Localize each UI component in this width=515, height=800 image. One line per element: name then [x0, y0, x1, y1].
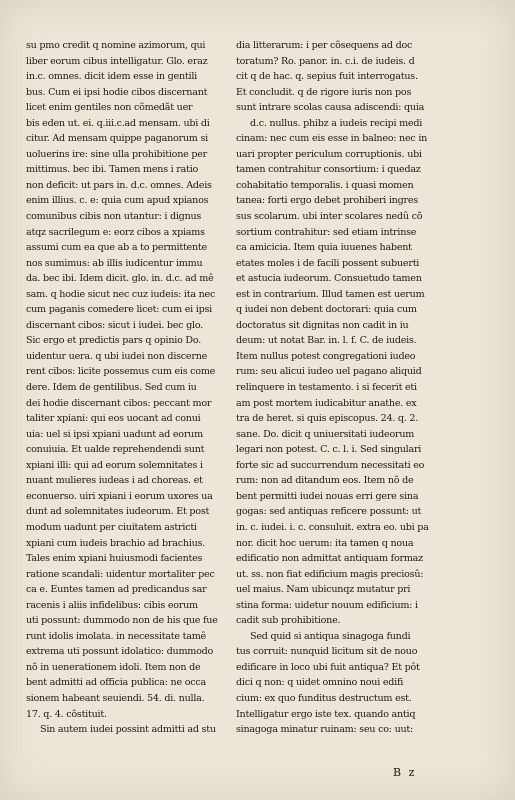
text-line: conuiuia. Et ualde reprehendendi sunt [26, 444, 205, 456]
text-line: edificare in loco ubi fuit antiqua? Et pôt [236, 661, 420, 673]
text-line: Et concludit. q de rigore iuris non pos [236, 86, 412, 98]
text-line: da. bec ibi. Idem dicit. glo. in. d.c. ad mê [26, 273, 214, 285]
text-line: bis eden ut. ei. q.iii.c.ad mensam. ubi di [26, 117, 210, 129]
text-line: ca amicicia. Item quia iuuenes habent [236, 242, 412, 254]
text-line: licet enim gentiles non cõmedãt uer [26, 102, 193, 114]
text-line: racenis i aliis infidelibus: cibis eorum [26, 599, 198, 611]
text-line: econuerso. uiri xpiani i eorum uxores ua [26, 490, 213, 502]
text-line: comunibus cibis non utantur: i dignus [26, 211, 202, 223]
text-line: est in contrarium. Illud tamen est uerum [236, 288, 425, 300]
text-line: taliter xpiani: qui eos uocant ad conui [26, 413, 201, 425]
signature-mark: B z [393, 766, 417, 779]
text-line: dei hodie discernant cibos: peccant mor [26, 397, 212, 409]
text-line: assumi cum ea que ab a to permittente [26, 242, 207, 254]
text-line: uel maius. Nam ubicunqz mutatur pri [236, 584, 411, 596]
text-line: Tales enim xpiani huiusmodi facientes [26, 553, 203, 565]
text-line: in.c. omnes. dicit idem esse in gentili [26, 71, 197, 83]
text-line: dia litterarum: i per cõsequens ad doc [236, 40, 413, 51]
text-line: nor. dicit hoc uerum: ita tamen q noua [236, 537, 414, 549]
text-line: tanea: forti ergo debet prohiberi ingres [236, 195, 418, 207]
text-line: q iudei non debent doctorari: quia cum [236, 304, 417, 316]
text-line: tamen contrahitur consortium: i quedaz [236, 164, 421, 176]
text-line: Intelligatur ergo iste tex. quando antiq [236, 708, 416, 720]
text-line: uia: uel si ipsi xpiani uadunt ad eorum [26, 428, 203, 440]
text-line: runt idolis imolata. in necessitate tamê [26, 630, 206, 642]
text-line: su pmo credit q nomine azimorum, qui [26, 40, 206, 51]
text-line: cit q de hac. q. sepius fuit interrogatus. [236, 71, 418, 83]
text-line: tra de heret. si quis episcopus. 24. q. 2. [236, 413, 419, 425]
text-line: xpiani cum iudeis brachio ad brachius. [26, 537, 205, 549]
right-text-column [236, 38, 492, 738]
text-line: deum: ut notat Bar. in. l. f. C. de iudeis. [236, 335, 417, 347]
text-line: xpiani illi: qui ad eorum solemnitates i [26, 459, 203, 471]
text-line: dere. Idem de gentilibus. Sed cum iu [26, 382, 197, 394]
text-line: relinquere in testamento. i si fecerit eti [236, 382, 417, 394]
text-line: uti possunt: dummodo non de his que fue [26, 615, 218, 627]
text-line: dici q non: q uidet omnino noui edifi [236, 677, 404, 689]
text-line: bus. Cum ei ipsi hodie cibos discernant [26, 86, 208, 98]
text-line: atqz sacrilegum e: eorz cibos a xpiams [26, 226, 205, 238]
text-line: cohabitatio temporalis. i quasi momen [236, 179, 414, 191]
text-line: modum uadunt per ciuitatem astricti [26, 521, 197, 533]
text-line: tus corruit: nunquid licitum sit de nouo [236, 646, 418, 658]
text-line: cum paganis comedere licet: cum ei ipsi [26, 304, 212, 316]
text-line: d.c. nullus. phibz a iudeis recipi medi [250, 117, 423, 129]
text-line: toratum? Ro. panor. in. c.i. de iudeis. d [236, 55, 415, 67]
text-line: citur. Ad mensam quippe paganorum si [26, 133, 208, 145]
text-line: bent admitti ad officia publica: ne occa [26, 677, 206, 689]
text-line: stina forma: uidetur nouum edificium: i [236, 599, 418, 611]
text-line: Item nullus potest congregationi iudeo [236, 350, 416, 362]
text-line: mittimus. bec ibi. Tamen mens i ratio [26, 164, 199, 176]
text-line: ratione scandali: uidentur mortaliter pec [26, 568, 215, 580]
text-line: uidentur uera. q ubi iudei non discerne [26, 350, 208, 362]
text-line: rum: seu alicui iudeo uel pagano aliquid [236, 366, 422, 378]
text-line: et astucia iudeorum. Consuetudo tamen [236, 273, 422, 285]
text-line: gogas: sed antiquas reficere possunt: ut [236, 506, 422, 518]
text-line: uoluerins ire: sine ulla prohibitione per [26, 148, 208, 160]
text-line: sane. Do. dicit q uniuersitati iudeorum [236, 428, 415, 440]
text-line: 17. q. 4. cõstituit. [26, 708, 107, 720]
text-line: nos sumimus: ab illis iudicentur immu [26, 257, 203, 269]
text-line: cinam: nec cum eis esse in balneo: nec in [236, 133, 428, 145]
text-line: extrema uti possunt idolatico: dummodo [26, 646, 214, 658]
text-line: uari propter periculum corruptionis. ubi [236, 148, 422, 160]
text-line: nuant mulieres iudeas i ad choreas. et [26, 475, 203, 487]
text-line: forte sic ad succurrendum necessitati eo [236, 459, 425, 471]
text-line: bent permitti iudei nouas erri gere sina [236, 490, 419, 502]
text-line: sionem habeant seuiendi. 54. di. nulla. [26, 692, 205, 704]
text-line: Sin autem iudei possint admitti ad stu [40, 724, 216, 736]
text-line: nõ in uenerationem idoli. Item non de [26, 661, 201, 673]
text-line: cadit sub prohibitione. [236, 615, 341, 627]
text-line: discernant cibos: sicut i iudei. bec glo. [26, 319, 203, 331]
text-line: sunt intrare scolas causa adiscendi: quia [236, 102, 425, 114]
text-line: ca e. Euntes tamen ad predicandus sar [26, 584, 207, 596]
text-line: Sic ergo et predictis pars q opinio Do. [26, 335, 202, 347]
text-line: am post mortem iudicabitur anathe. ex [236, 397, 417, 409]
text-line: sinagoga minatur ruinam: seu co: uut: [236, 724, 414, 736]
text-line: rum: non ad ditandum eos. Item nõ de [236, 475, 414, 487]
text-line: in. c. iudei. i. c. consuluit. extra eo. ubi pa [236, 521, 429, 533]
text-line: legari non potest. C. c. l. i. Sed singulari [236, 444, 422, 456]
text-line: ut. ss. non fiat edificium magis preciosû: [236, 568, 424, 580]
text-line: enim illius. c. e: quia cum apud xpianos [26, 195, 209, 207]
text-line: etates moles i de facili possent subuerti [236, 257, 420, 269]
left-text-column [26, 38, 238, 738]
text-line: doctoratus sit dignitas non cadit in iu [236, 319, 409, 331]
text-line: sus scolarum. ubi inter scolares nedû cõ [236, 211, 423, 223]
text-line: edificatio non admittat antiquam formaz [236, 553, 423, 565]
text-line: liber eorum cibus intelligatur. Glo. eraz [26, 55, 208, 67]
text-line: sam. q hodie sicut nec cuz iudeis: ita nec [26, 288, 216, 300]
text-line: sortium contrahitur: sed etiam intrinse [236, 226, 417, 238]
text-line: Sed quid si antiqua sinagoga fundi [250, 630, 411, 642]
text-line: dunt ad solemnitates iudeorum. Et post [26, 506, 210, 518]
text-line: rent cibos: licite possemus cum eis come [26, 366, 216, 378]
text-line: non deficit: ut pars in. d.c. omnes. Adeis [26, 179, 212, 191]
text-line: cium: ex quo funditus destructum est. [236, 692, 412, 704]
